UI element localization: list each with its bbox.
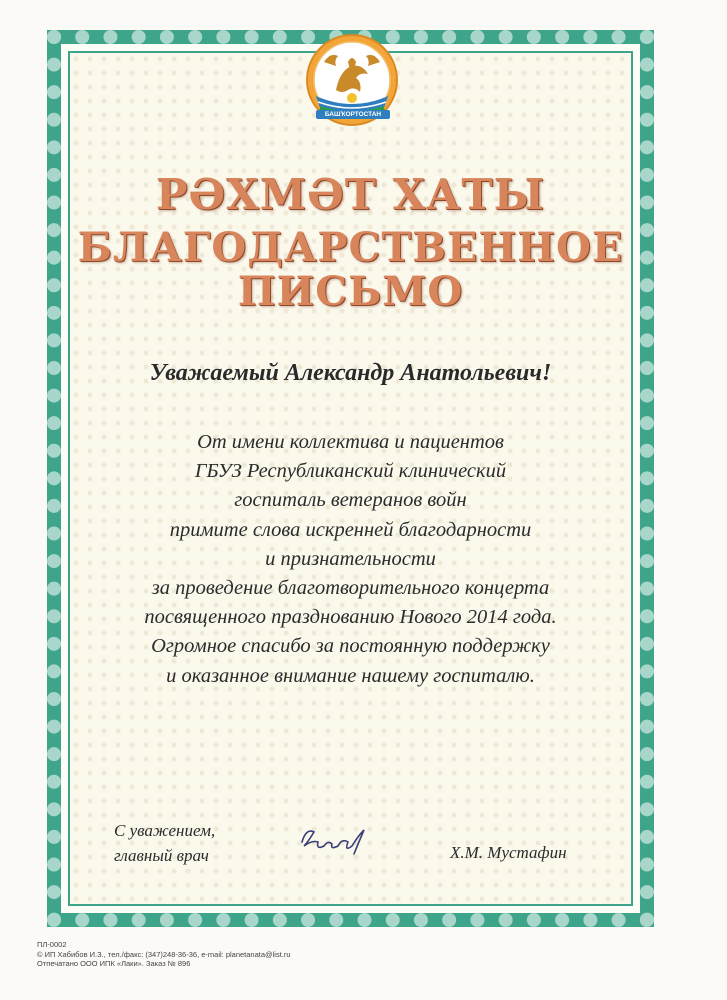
title-russian-line2: ПИСЬМО [237,268,464,315]
greeting: Уважаемый Александр Анатольевич! [149,360,552,386]
title-russian-line1: БЛАГОДАРСТВЕННОЕ [77,224,624,271]
signer-name: Х.М. Мустафин [450,843,567,862]
body-line: посвященного празднованию Нового 2014 года. [144,606,557,629]
imprint-publisher: © ИП Хабибов И.З., тел./факс: (347)248-36-36, e-mail: planetanata@list.ru [37,949,291,959]
letter-body [90,428,611,691]
body-line: Огромное спасибо за постоянную поддержку [151,635,550,658]
title-bashkir: РӘХМӘТ ХАТЫ [155,170,546,219]
closing-regards: С уважением, [114,821,216,840]
body-line: за проведение благотворительного концерта [151,577,550,600]
body-line: От имени коллектива и пациентов [197,431,504,453]
body-line: примите слова искренней благодарности [169,518,532,541]
handwritten-signature-icon [296,820,376,858]
signer-position: главный врач [114,846,209,865]
body-line: ГБУЗ Республиканский клинический [194,460,507,483]
closing-block [114,818,215,868]
body-line: госпиталь ветеранов войн [234,489,467,512]
emblem-ribbon-text: БАШҠОРТОСТАН [316,110,390,119]
imprint-printer: Отпечатано ООО ИПК «Лаки». Заказ № 896 [37,959,191,968]
imprint-code: ПЛ-0002 [37,940,67,949]
body-line: и оказанное внимание нашему госпиталю. [166,664,535,687]
printer-imprint [37,940,291,969]
body-line: и признательности [265,547,436,570]
